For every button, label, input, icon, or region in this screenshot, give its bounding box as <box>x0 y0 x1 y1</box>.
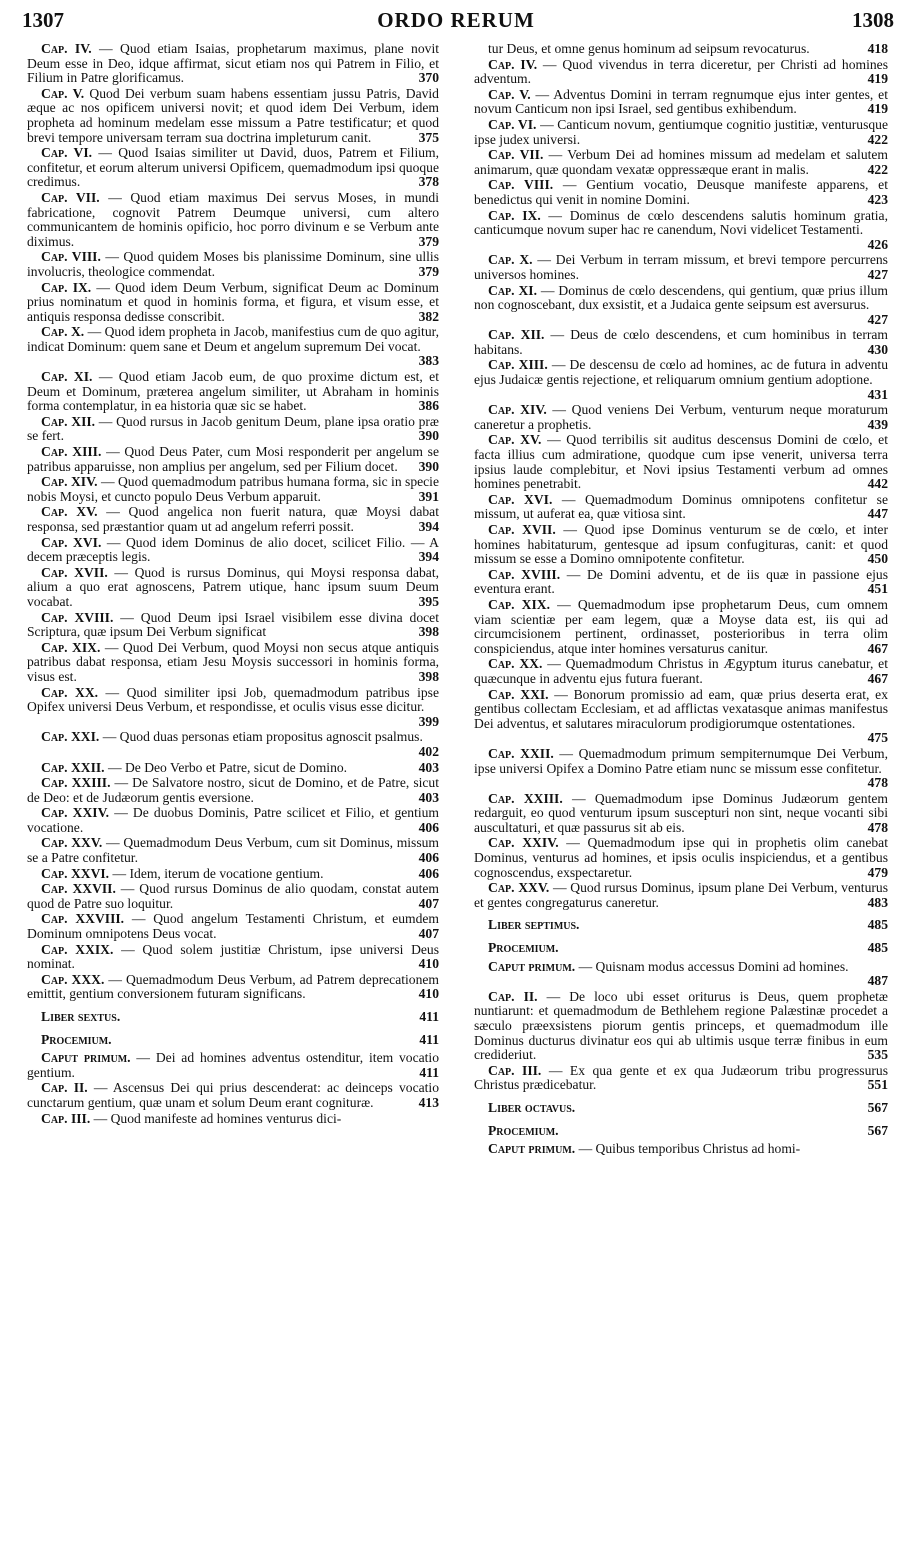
column-reference: 406 <box>418 865 439 881</box>
chapter-number: Cap. XVIII. <box>41 609 114 625</box>
chapter-summary: — De loco ubi esset oriturus is Deus, quem prophetæ nuntiarunt: et quemadmodum de Bethlehem regione Palæstinæ procedet a sæculo præexsistens piorum gentis princeps, et quemadmodum ille Dominus ducturus divinatur eos qui ab ultimis usque terræ finibus in eum credideriut. <box>474 988 888 1063</box>
chapter-entry <box>474 148 888 177</box>
chapter-number: Cap. XX. <box>488 656 543 672</box>
column-reference: 379 <box>418 263 439 279</box>
chapter-number: Cap. XVII. <box>488 522 556 537</box>
chapter-number: Cap. XXII. <box>41 759 105 775</box>
column-reference: 399 <box>418 713 439 729</box>
column-reference: 485 <box>867 917 888 933</box>
column-reference: 410 <box>418 956 439 972</box>
chapter-entry <box>27 191 439 249</box>
chapter-number: Cap. X. <box>41 324 85 340</box>
chapter-entry <box>27 882 439 911</box>
chapter-entry <box>474 253 888 282</box>
column-reference: 386 <box>418 398 439 414</box>
chapter-entry <box>474 1064 888 1093</box>
chapter-entry <box>474 88 888 117</box>
chapter-number: Cap. XV. <box>41 504 98 520</box>
column-reference: 394 <box>418 549 439 565</box>
chapter-number: Cap. XXI. <box>41 729 100 745</box>
chapter-summary: — De Domini adventu, et de iis quæ in passione ejus eventura erant. <box>474 566 888 597</box>
column-reference: 390 <box>418 458 439 474</box>
chapter-summary: — Quod etiam Jacob eum, de quo proxime dictum est, et Deum et Dominum, præterea angelum similiter, ut Abraham in hominis forma contemplatur, in ea historia quæ sic se habet. <box>27 369 439 414</box>
chapter-number: Cap. XI. <box>41 369 93 385</box>
column-reference: 407 <box>418 926 439 942</box>
chapter-number: Cap. VII. <box>41 189 100 205</box>
column-reference: 378 <box>418 174 439 190</box>
book-heading <box>27 1033 439 1048</box>
chapter-summary: — Quisnam modus accessus Domini ad homines. <box>578 958 849 974</box>
chapter-entry <box>27 761 439 776</box>
chapter-summary: — De duobus Dominis, Patre scilicet et Filio, et gentium vocatione. <box>27 805 439 835</box>
chapter-entry <box>27 505 439 534</box>
chapter-summary: — De descensu de cœlo ad homines, ac de futura in adventu ejus Judaicæ gentis rejectione, et reliquarum omnium gentium adoptione. <box>474 357 888 388</box>
chapter-number: Cap. IV. <box>488 56 538 72</box>
book-heading <box>474 1101 888 1116</box>
column-reference: 383 <box>418 353 439 369</box>
column-reference: 479 <box>867 864 888 880</box>
column-reference: 407 <box>418 895 439 911</box>
book-heading <box>27 1010 439 1025</box>
chapter-entry <box>474 881 888 910</box>
chapter-entry <box>474 747 888 791</box>
column-reference: 451 <box>867 581 888 597</box>
chapter-number: Cap. IV. <box>41 41 92 56</box>
chapter-summary: — Quod idem propheta in Jacob, manifestius cum de quo agitur, indicat Dominum: quem sane et Deum et angelum supremum Dei vocat. <box>27 324 439 354</box>
chapter-entry <box>27 611 439 640</box>
chapter-number: Cap. XXIX. <box>41 941 114 957</box>
chapter-entry <box>474 178 888 207</box>
column-reference: 419 <box>867 71 888 87</box>
column-reference: 411 <box>419 1031 439 1047</box>
chapter-number: Cap. XV. <box>488 432 542 448</box>
column-reference: 403 <box>418 759 439 775</box>
chapter-entry <box>27 250 439 279</box>
chapter-summary: — Quemadmodum ipse prophetarum Deus, cum omnem viam scientiæ per eam legem, quæ a Moyse data est, iis qui ad circumcisionem pertinent, ordinasset, posterioribus in terra olim conspiciendus, atque inter homines versaturus canitur. <box>474 596 888 656</box>
chapter-summary: — Quod Deum ipsi Israel visibilem esse divina docet Scriptura, quæ ipsum Dei Verbum significat <box>27 609 439 640</box>
chapter-number: Cap. XIX. <box>488 596 550 612</box>
chapter-entry <box>474 328 888 357</box>
chapter-summary: — Quod duas personas etiam propositus agnoscit psalmus. <box>102 729 423 745</box>
chapter-number: Cap. XXV. <box>41 835 103 851</box>
chapter-number: Cap. XXV. <box>488 880 550 896</box>
chapter-number: Caput primum. <box>488 1141 576 1157</box>
chapter-summary: — Ex qua gente et ex qua Judæorum tribu progressurus Christus prædicebatur. <box>474 1062 889 1093</box>
column-reference: 406 <box>418 850 439 866</box>
column-reference: 467 <box>867 640 888 656</box>
chapter-number: Cap. XIX. <box>41 639 101 655</box>
chapter-summary: — De Salvatore nostro, sicut de Domino, et de Patre, sicut de Deo: et de Judæorum gentis eversione. <box>27 775 439 805</box>
column-reference: 390 <box>418 428 439 444</box>
column-reference: 394 <box>418 519 439 534</box>
chapter-entry <box>474 1142 888 1157</box>
chapter-entry <box>474 523 888 567</box>
column-reference: 567 <box>867 1099 888 1115</box>
chapter-number: Cap. VIII. <box>488 177 554 193</box>
chapter-number: Cap. VI. <box>41 145 93 161</box>
chapter-number: Cap. VIII. <box>41 249 101 265</box>
chapter-number: Cap. XVI. <box>41 534 102 550</box>
column-reference: 395 <box>418 593 439 609</box>
chapter-number: Cap. IX. <box>41 279 92 295</box>
chapter-summary: Quod Dei verbum suam habens essentiam jussu Patris, David æque ac nos opificem universi novit; et quod idem Dei Verbum, idem propheta ad hominum medelam esse missum a Patre testificatur; et quod brevi tempore universam terram sua doctrina impleturum canit. <box>27 85 439 145</box>
chapter-entry <box>27 42 439 86</box>
chapter-summary: — Quod rursus Dominus de alio quodam, constat autem quod de Patre suo loquitur. <box>27 881 440 911</box>
chapter-entry <box>27 912 439 941</box>
chapter-summary: — Quod terribilis sit auditus descensus Domini de cœlo, et facta illius cum admiratione, quodque cum ipse venerit, universa terra ipsius laude complebitur, et Novi ipsius Testamenti verbum ad omnes homines penetrabit. <box>474 432 888 492</box>
running-title: ORDO RERUM <box>377 8 535 32</box>
chapter-summary: — Quod rursus in Jacob genitum Deum, plane ipsa oratio præ se fert. <box>27 413 439 444</box>
chapter-summary: — Quod idem Dominus de alio docet, scilicet Filio. — A decem præceptis legis. <box>27 534 439 565</box>
chapter-number: Cap. III. <box>41 1110 91 1126</box>
chapter-entry <box>27 1112 439 1127</box>
book-title: Procemium. <box>488 1122 559 1138</box>
chapter-summary: — Quemadmodum ipse Dominus Judæorum gentem redarguit, eo quod venturum ipsum suscepturi non sint, neque vocanti sibi auscultaturi, et quæ passurus sit ab eis. <box>474 790 888 835</box>
column-reference: 439 <box>867 416 888 432</box>
chapter-number: Cap. VII. <box>488 147 544 163</box>
chapter-entry <box>27 370 439 414</box>
column-reference: 398 <box>418 668 439 684</box>
chapter-number: Cap. XXIII. <box>41 775 111 791</box>
chapter-summary: — Quemadmodum Deus Verbum, ad Patrem deprecationem emittit, gentium conversionem futuram significans. <box>27 971 439 1002</box>
chapter-number: Cap. XXI. <box>488 686 549 702</box>
chapter-summary: — Quod manifeste ad homines venturus dici- <box>93 1110 342 1126</box>
column-reference: 391 <box>418 488 439 504</box>
chapter-summary: — Dominus de cœlo descendens, qui gentium, quæ prius illum non cognoscebant, dux exsistit, et a Judaica gente seipsum est aversurus. <box>474 282 888 313</box>
chapter-summary: — Canticum novum, gentiumque cognitio justitiæ, venturusque ipse judex universi. <box>474 116 888 147</box>
chapter-entry <box>474 568 888 597</box>
chapter-summary: — Quod etiam maximus Dei servus Moses, in mundi fabricatione, cognovit Patrem Deumque universi, cum altero communicantem de hominis opificio, hoc porro divinum e se Verbum ante diximus. <box>27 189 439 249</box>
column-reference: 419 <box>867 101 888 117</box>
chapter-entry <box>474 284 888 328</box>
book-heading <box>474 918 888 933</box>
chapter-entry <box>27 536 439 565</box>
chapter-entry <box>474 792 888 836</box>
chapter-number: Cap. XVI. <box>488 491 553 507</box>
chapter-number: Cap. XII. <box>41 413 96 429</box>
column-reference: 411 <box>419 1009 439 1024</box>
column-reference: 379 <box>418 233 439 249</box>
chapter-number: Cap. II. <box>488 988 538 1004</box>
chapter-summary: — Quod quidem Moses bis planissime Dominum, sine ullis involucris, theologice commendat. <box>27 249 439 279</box>
chapter-entry <box>27 836 439 865</box>
column-reference: 423 <box>867 191 888 207</box>
chapter-number: Cap. XVIII. <box>488 566 561 582</box>
chapter-entry <box>474 990 888 1063</box>
chapter-entry <box>27 146 439 190</box>
column-reference: 413 <box>418 1094 439 1110</box>
chapter-entry <box>474 598 888 656</box>
chapter-number: Cap. XVII. <box>41 564 108 580</box>
column-reference: 567 <box>867 1122 888 1138</box>
column-reference: 447 <box>867 506 888 522</box>
chapter-summary: — Quod veniens Dei Verbum, venturum neque moraturum caneretur a prophetis. <box>474 402 889 432</box>
chapter-summary: — Quod Deus Pater, cum Mosi responderit per angelum se patribus apparuisse, non amplius per angelum, sed per Filium docet. <box>27 444 439 474</box>
column-reference: 485 <box>867 940 888 956</box>
column-reference: 410 <box>418 986 439 1002</box>
chapter-entry <box>474 688 888 746</box>
chapter-entry <box>27 445 439 474</box>
column-reference: 422 <box>867 161 888 177</box>
chapter-summary: — Gentium vocatio, Deusque manifeste apparens, et benedictus qui venit in nomine Domini. <box>474 177 888 207</box>
chapter-summary: — Quod rursus Dominus, ipsum plane Dei Verbum, venturus et gentes congregaturus caneretur. <box>474 880 888 910</box>
book-title: Liber sextus. <box>41 1009 121 1024</box>
chapter-number: Caput primum. <box>41 1050 131 1066</box>
chapter-summary: tur Deus, et omne genus hominum ad seipsum revocaturus. <box>488 41 810 56</box>
chapter-entry <box>474 42 888 57</box>
chapter-summary: — Quod quemadmodum patribus humana forma, sic in specie nobis Moysi, et cuncto populo Deus Verbum apparuit. <box>27 474 439 504</box>
page-number-right: 1308 <box>852 8 894 32</box>
left-column <box>27 42 439 1127</box>
column-reference: 450 <box>867 551 888 567</box>
column-reference: 398 <box>418 624 439 640</box>
column-reference: 418 <box>867 41 888 56</box>
chapter-summary: — Quemadmodum Dominus omnipotens confitetur se missum, ut auferat ea, quæ vitiosa sint. <box>474 491 888 522</box>
book-heading <box>474 1124 888 1139</box>
chapter-number: Cap. XXVII. <box>41 881 116 897</box>
column-reference: 427 <box>867 266 888 282</box>
chapter-summary: — Dominus de cœlo descendens salutis hominum gratia, canticumque novum super hac re canendum, Novi videlicet Testamenti. <box>474 207 888 238</box>
book-heading <box>474 941 888 956</box>
chapter-entry <box>27 806 439 835</box>
column-reference: 382 <box>418 308 439 324</box>
chapter-number: Cap. XXIII. <box>488 790 563 806</box>
chapter-summary: — Adventus Domini in terram regnumque ejus inter gentes, et novum Canticum non ipsi Israel, sed gentibus exhibendum. <box>474 86 888 117</box>
chapter-entry <box>474 493 888 522</box>
chapter-entry <box>27 686 439 730</box>
column-reference: 403 <box>418 789 439 805</box>
chapter-entry <box>27 867 439 882</box>
book-title: Procemium. <box>488 940 559 956</box>
column-reference: 535 <box>867 1047 888 1063</box>
chapter-summary: — Quod angelum Testamenti Christum, et eumdem Dominum omnipotens Deus vocat. <box>27 911 440 942</box>
column-reference: 430 <box>867 341 888 357</box>
chapter-summary: — Quod idem Deum Verbum, significat Deum ac Dominum prius nominatum et quod in hominis forma, et figura, et visum esse, et antiquis responsa dedisse conscribit. <box>27 279 439 324</box>
chapter-summary: — Quemadmodum ipse qui in prophetis olim canebat Dominus, venturus ad homines, et ipsis oculis inspiciendus, et a gentibus cognoscendus, exspectaretur. <box>474 835 888 880</box>
chapter-entry <box>27 325 439 369</box>
chapter-entry <box>474 58 888 87</box>
column-reference: 422 <box>867 131 888 147</box>
column-reference: 411 <box>419 1064 439 1080</box>
chapter-number: Cap. XIV. <box>41 474 98 490</box>
column-reference: 370 <box>418 70 439 86</box>
chapter-summary: — De Deo Verbo et Patre, sicut de Domino. <box>107 759 348 775</box>
chapter-number: Cap. XX. <box>41 684 99 700</box>
chapter-summary: — Bonorum promissio ad eam, quæ prius deserta erat, ex gentibus collectam Ecclesiam, et ad afflictas vexatasque animas manifestus Dei adventus, et salutares miraculorum prodigiorumque ostentationes. <box>474 686 888 731</box>
column-reference: 467 <box>867 670 888 686</box>
chapter-entry <box>27 776 439 805</box>
column-reference: 442 <box>867 476 888 492</box>
chapter-number: Caput primum. <box>488 958 576 974</box>
chapter-entry <box>27 943 439 972</box>
chapter-number: Cap. V. <box>488 86 531 102</box>
page-number-left: 1307 <box>22 8 64 32</box>
column-reference: 478 <box>867 775 888 791</box>
chapter-entry <box>27 566 439 610</box>
chapter-summary: — Dei Verbum in terram missum, et brevi tempore percurrens universos homines. <box>474 252 888 282</box>
chapter-number: Cap. XXVIII. <box>41 911 125 927</box>
chapter-entry <box>474 960 888 989</box>
column-reference: 475 <box>867 730 888 746</box>
chapter-summary: — Quemadmodum Christus in Ægyptum iturus canebatur, et quæcunque in adventu ejus futura fuerant. <box>474 656 888 686</box>
book-title: Liber octavus. <box>488 1099 576 1115</box>
chapter-entry <box>474 118 888 147</box>
chapter-number: Cap. XI. <box>488 282 537 298</box>
column-reference: 478 <box>867 819 888 835</box>
page-header <box>0 0 912 40</box>
chapter-summary: — Quemadmodum Deus Verbum, cum sit Dominus, missum se a Patre confitetur. <box>27 835 439 866</box>
chapter-number: Cap. V. <box>41 85 85 101</box>
chapter-summary: — Quemadmodum primum sempiternumque Dei Verbum, ipse universi Opifex a Domino Patre etiam nunc se missum esse confitetur. <box>474 745 889 776</box>
chapter-entry <box>27 415 439 444</box>
chapter-summary: — Quod ipse Dominus venturum se de cœlo, et inter homines habitaturum, gentesque ad ipsum confugituras, canit: et quod missum se esse a Domino omnipotente confitetur. <box>474 522 888 567</box>
chapter-number: Cap. XIII. <box>41 444 102 460</box>
chapter-entry <box>474 657 888 686</box>
chapter-summary: — Deus de cœlo descendens, et cum hominibus in terram habitans. <box>474 327 888 357</box>
chapter-entry <box>27 1051 439 1080</box>
column-reference: 402 <box>418 743 439 759</box>
chapter-summary: — Quod solem justitiæ Christum, ipse universi Deus nominat. <box>27 941 440 972</box>
chapter-summary: — Dei ad homines adventus ostenditur, item vocatio gentium. <box>27 1050 440 1080</box>
column-reference: 487 <box>867 973 888 989</box>
chapter-entry <box>474 403 888 432</box>
chapter-summary: — Quod etiam Isaias, prophetarum maximus, plane novit Deum esse in Deo, idque affirmat, sicut etiam nos qui Patrem in Filio, et Filium in Patre glorificamus. <box>27 41 440 86</box>
chapter-summary: — Verbum Dei ad homines missum ad medelam et salutem animarum, quæ quondam vexatæ oppressæque erant in malis. <box>474 147 889 177</box>
chapter-entry <box>474 836 888 880</box>
chapter-number: Cap. IX. <box>488 207 541 223</box>
column-reference: 426 <box>867 236 888 252</box>
chapter-summary: — Quod vivendus in terra diceretur, per Christi ad homines adventum. <box>474 56 888 87</box>
chapter-number: Cap. XII. <box>488 327 545 343</box>
chapter-entry <box>27 475 439 504</box>
chapter-number: Cap. XXII. <box>488 745 554 761</box>
chapter-summary: — Quibus temporibus Christus ad homi- <box>578 1141 801 1157</box>
chapter-entry <box>27 641 439 685</box>
chapter-entry <box>27 730 439 759</box>
chapter-number: Cap. XXVI. <box>41 865 110 881</box>
chapter-summary: — Quod angelica non fuerit natura, quæ Moysi dabat responsa, sed præstantior quam ut ad angelum referri possit. <box>27 504 439 534</box>
chapter-summary: — Idem, iterum de vocatione gentium. <box>112 865 324 881</box>
chapter-summary: — Quod Isaias similiter ut David, duos, Patrem et Filium, confitetur, et eorum alterum universi Opificem, quemadmodum ipsi quoque credimus. <box>27 145 439 190</box>
column-reference: 375 <box>418 129 439 145</box>
chapter-number: Cap. X. <box>488 252 533 268</box>
book-title: Procemium. <box>41 1031 112 1047</box>
chapter-number: Cap. XIV. <box>488 402 547 418</box>
chapter-number: Cap. XIII. <box>488 357 548 373</box>
chapter-entry <box>474 433 888 491</box>
right-column <box>474 42 888 1158</box>
chapter-entry <box>27 973 439 1002</box>
column-reference: 483 <box>867 894 888 910</box>
chapter-entry <box>27 1081 439 1110</box>
chapter-number: Cap. XXIV. <box>41 805 110 821</box>
book-title: Liber septimus. <box>488 917 580 933</box>
chapter-summary: — Quod is rursus Dominus, qui Moysi responsa dabat, alium a quo erat agnoscens, Patrem utique, hanc ipsum suum Deum vocabat. <box>27 564 439 609</box>
chapter-summary: — Ascensus Dei qui prius descenderat: ac deinceps vocatio cunctarum gentium, quæ unam et solum Deum erant cognituræ. <box>27 1080 439 1110</box>
chapter-entry <box>27 281 439 325</box>
chapter-number: Cap. XXX. <box>41 971 105 987</box>
chapter-entry <box>474 209 888 253</box>
chapter-number: Cap. VI. <box>488 116 537 132</box>
chapter-entry <box>474 358 888 402</box>
chapter-number: Cap. XXIV. <box>488 835 559 851</box>
column-reference: 431 <box>867 386 888 402</box>
column-reference: 406 <box>418 819 439 835</box>
chapter-number: Cap. III. <box>488 1062 542 1078</box>
chapter-entry <box>27 87 439 145</box>
column-reference: 427 <box>867 311 888 327</box>
chapter-summary: — Quod similiter ipsi Job, quemadmodum patribus ipse Opifex universi Deus Verbum, et respondisse, et oculis visus esse dicitur. <box>27 684 439 715</box>
chapter-number: Cap. II. <box>41 1080 88 1096</box>
chapter-summary: — Quod Dei Verbum, quod Moysi non secus atque antiquis patribus dabat responsa, etiam Jesu Moysis successori in hominis forma, visus est. <box>27 639 439 684</box>
column-reference: 551 <box>867 1077 888 1093</box>
